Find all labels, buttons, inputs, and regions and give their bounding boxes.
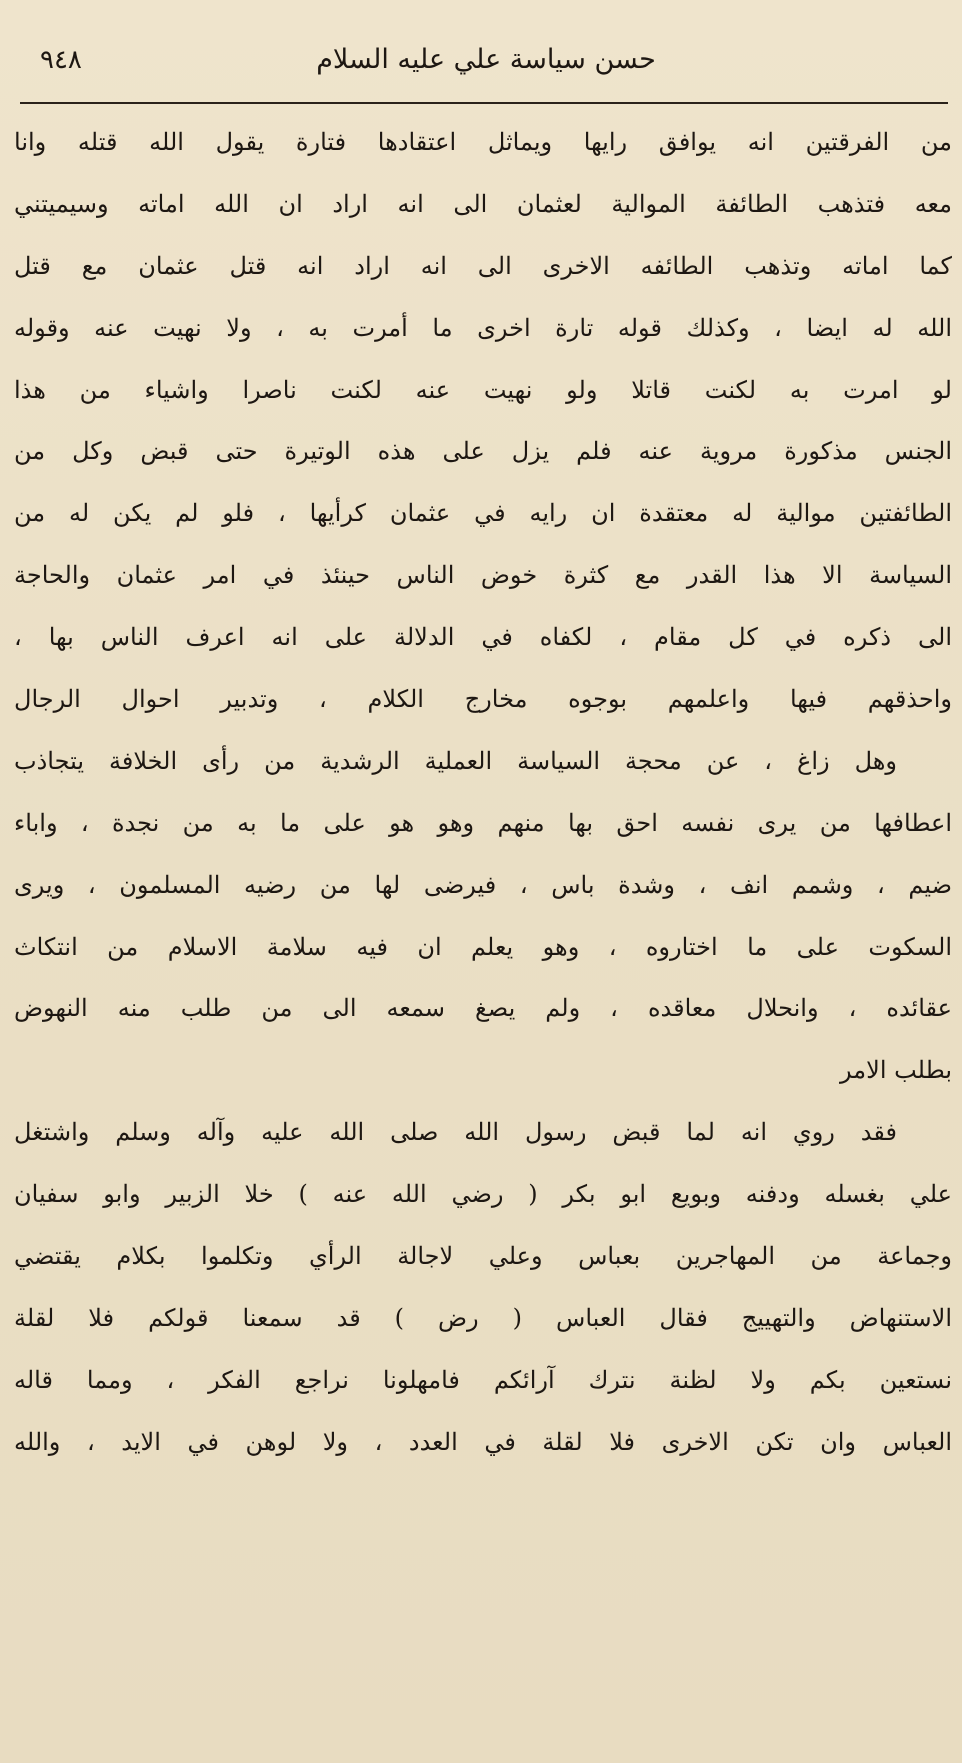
- header-rule: [20, 102, 948, 104]
- text-line-10: واحذقهم فيها واعلمهم بوجوه مخارج الكلام ، وتدبير احوال الرجال: [14, 685, 952, 714]
- running-title: حسن سياسة علي عليه السلام: [316, 44, 656, 75]
- text-line-6: الجنس مذكورة مروية عنه فلم يزل على هذه الوتيرة حتى قبض وكل من: [14, 437, 952, 466]
- text-line-8: السياسة الا هذا القدر مع كثرة خوض الناس حينئذ في امر عثمان والحاجة: [14, 561, 952, 590]
- text-line-19: وجماعة من المهاجرين بعباس وعلي لاجالة الرأي وتكلموا بكلام يقتضي: [14, 1242, 952, 1271]
- page-header: [40, 34, 932, 86]
- text-line-9: الى ذكره في كل مقام ، لكفاه في الدلالة على انه اعرف الناس بها ،: [14, 623, 952, 652]
- text-line-15: عقائده ، وانحلال معاقده ، ولم يصغ سمعه الى من طلب منه النهوض: [14, 994, 952, 1023]
- text-line-12: اعطافها من يرى نفسه احق بها منهم وهو هو على ما به من نجدة ، واباء: [14, 808, 952, 837]
- text-line-21: نستعين بكم ولا لظنة نترك آرائكم فامهلونا نراجع الفكر ، ومما قاله: [14, 1365, 952, 1394]
- text-line-14: السكوت على ما اختاروه ، وهو يعلم ان فيه سلامة الاسلام من انتكاث: [14, 932, 952, 961]
- text-line-3: كما اماته وتذهب الطائفه الاخرى الى انه اراد انه قتل عثمان مع قتل: [14, 251, 952, 280]
- paragraph-start-line: فقد روي انه لما قبض رسول الله صلى الله عليه وآله وسلم واشتغل: [14, 1118, 897, 1147]
- text-line-4: الله له ايضا ، وكذلك قوله تارة اخرى ما أمرت به ، ولا نهيت عنه وقوله: [14, 313, 952, 342]
- text-line-1: من الفرقتين انه يوافق رايها ويماثل اعتقادها فتارة يقول الله قتله وانا: [14, 128, 952, 156]
- text-line-20: الاستنهاض والتهييج فقال العباس ( رض ) قد سمعنا قولكم فلا لقلة: [14, 1303, 952, 1332]
- body-text: [14, 112, 952, 1474]
- paragraph-end-line: بطلب الامر: [840, 1056, 952, 1085]
- text-line-22: العباس وان تكن الاخرى فلا لقلة في العدد ، ولا لوهن في الايد ، والله: [14, 1427, 952, 1456]
- text-line-7: الطائفتين موالية له معتقدة ان رايه في عثمان كرأيها ، فلو لم يكن له من: [14, 499, 952, 528]
- text-line-5: لو امرت به لكنت قاتلا ولو نهيت عنه لكنت ناصرا واشياء من هذا: [14, 375, 952, 404]
- text-line-13: ضيم ، وشمم انف ، وشدة باس ، فيرضى لها من رضيه المسلمون ، ويرى: [14, 870, 952, 899]
- text-line-2: معه فتذهب الطائفة الموالية لعثمان الى انه اراد ان الله اماته وسيميتني: [14, 189, 952, 218]
- text-line-18: علي بغسله ودفنه وبويع ابو بكر ( رضي الله عنه ) خلا الزبير وابو سفيان: [14, 1180, 952, 1209]
- page-number: ٩٤٨: [40, 45, 82, 75]
- paragraph-start-line: وهل زاغ ، عن محجة السياسة العملية الرشدية من رأى الخلافة يتجاذب: [14, 746, 897, 775]
